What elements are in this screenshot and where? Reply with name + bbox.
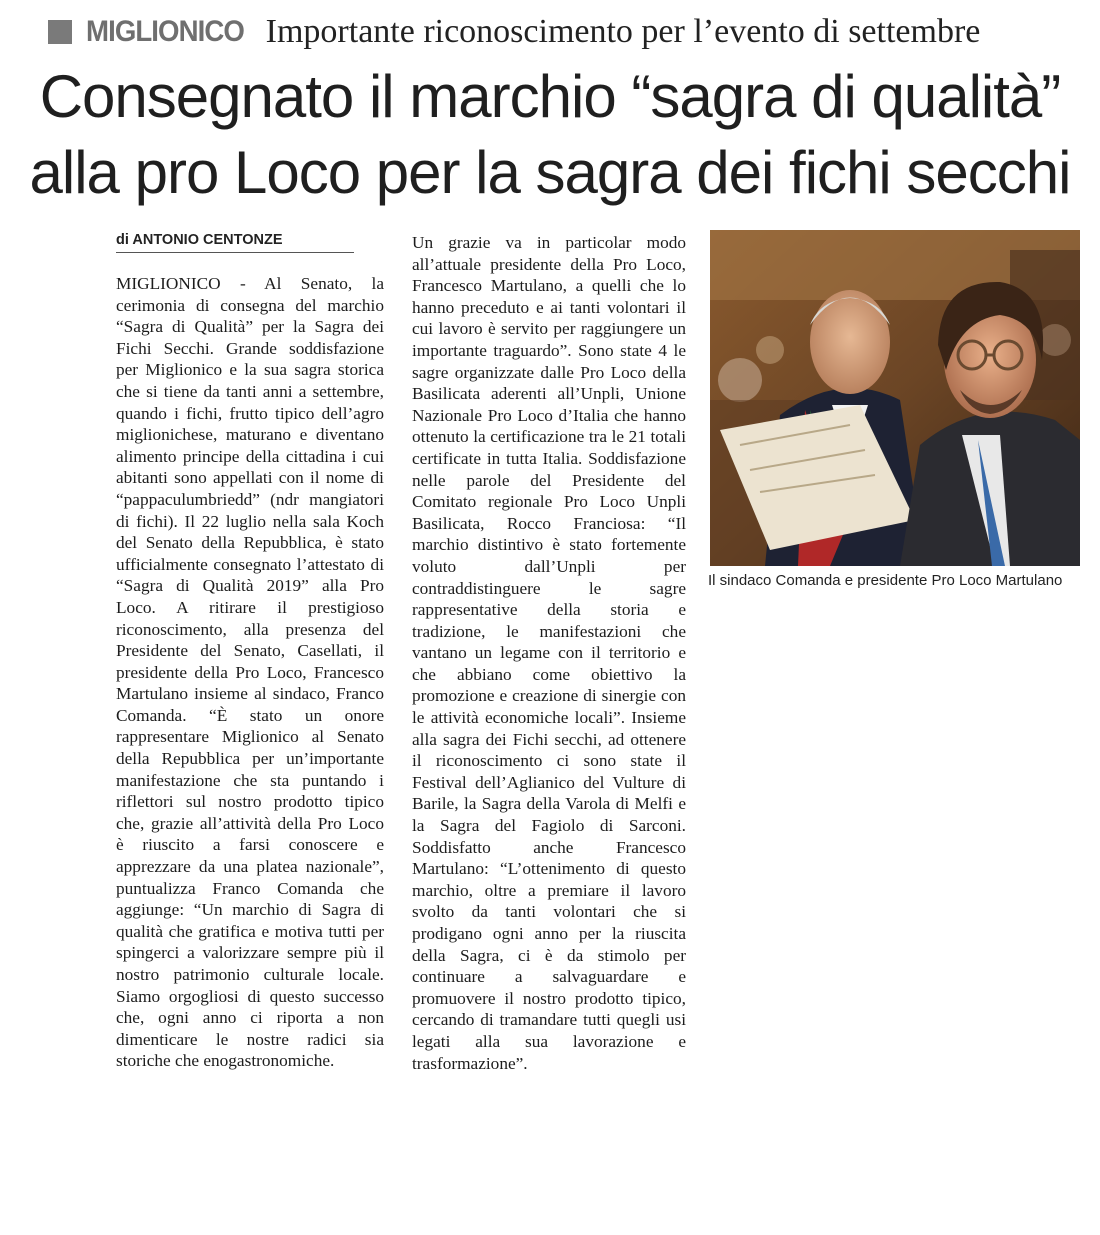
section-label: MIGLIONICO <box>86 15 244 48</box>
photo-caption: Il sindaco Comanda e presidente Pro Loco Martulano <box>708 572 1063 589</box>
article-column-1: MIGLIONICO - Al Senato, la cerimonia di consegna del marchio “Sagra di Qualità” per la Sagra dei Fichi Secchi. Grande soddisfazione per Miglionico e la sua sagra storica che si tiene da tanti anni a settembre, quando i fichi, frutto tipico dell’agro miglionichese, maturano e diventano alimento principe della cittadina i cui abitanti sono appellati con il nome di “pappaculumbriedd” (ndr mangiatori di fichi). Il 22 luglio nella sala Koch del Senato della Repubblica, è stato ufficialmente consegnato l’attestato di “Sagra di Qualità 2019” alla Pro Loco. A ritirare il prestigioso riconoscimento, alla presenza del Presidente del Senato, Casellati, il presidente della Pro Loco, Francesco Martulano insieme al sindaco, Franco Comanda. “È stato un onore rappresentare Miglionico al Senato della Repubblica per un’importante manifestazione che sta puntando i riflettori sul nostro prodotto tipico che, grazie all’attività della Pro Loco è riuscito a farsi conoscere e apprezzare da una platea nazionale”, puntualizza Franco Comanda che aggiunge: “Un marchio di Sagra di qualità che gratifica e motiva tutti per spingerci a valorizzare sempre più il nostro patrimonio culturale locale. Siamo orgogliosi di questo successo che, ogni anno ci riporta a non dimenticare le nostre radici sia storiche che enogastronomiche. <box>116 274 384 1071</box>
article-photo <box>710 230 1080 566</box>
article-column-2: Un grazie va in particolar modo all’attuale presidente della Pro Loco, Francesco Martulano, a quelli che lo hanno preceduto e ai tanti volontari il cui lavoro è servito per raggiungere un importante traguardo”. Sono state 4 le sagre organizzate dalle Pro Loco della Basilicata aderenti all’Unpli, Unione Nazionale Pro Loco d’Italia che hanno ottenuto la certificazione tra le 21 totali certificate in tutta Italia. Soddisfazione nelle parole del Presidente del Comitato regionale Pro Loco Unpli Basilicata, Rocco Franciosa: “Il marchio distintivo è stato fortemente voluto dall’Unpli per contraddistinguere le sagre rappresentative della storia e tradizione, le manifestazioni che vantano un legame con il territorio e che abbiano come obiettivo la promozione e creazione di sinergie con le attività economiche locali”. Insieme alla sagra dei Fichi secchi, ad ottenere il riconoscimento ci sono state il Festival dell’Aglianico del Vulture di Barile, la Sagra della Varola di Melfi e la Sagra del Fagiolo di Sarconi. Soddisfatto anche Francesco Martulano: “L’ottenimento di questo marchio, oltre a premiare il lavoro svolto da tanti volontari che si prodigano ogni anno per la riuscita della Sagra, ci è da stimolo per continuare a salvaguardare e promuovere il nostro prodotto tipico, cercando di tramandare tutti quegli usi legati alla sua lavorazione e trasformazione”. <box>412 233 686 1073</box>
photo-illustration <box>710 230 1080 566</box>
headline-line-1: Consegnato il marchio “sagra di qualità” <box>39 63 1061 130</box>
subheadline: Importante riconoscimento per l’evento di settembre <box>265 13 981 50</box>
article-kicker <box>48 12 980 52</box>
headline-line-2: alla pro Loco per la sagra dei fichi secchi <box>29 139 1071 206</box>
section-marker-square <box>48 20 72 44</box>
byline: di ANTONIO CENTONZE <box>116 232 354 253</box>
